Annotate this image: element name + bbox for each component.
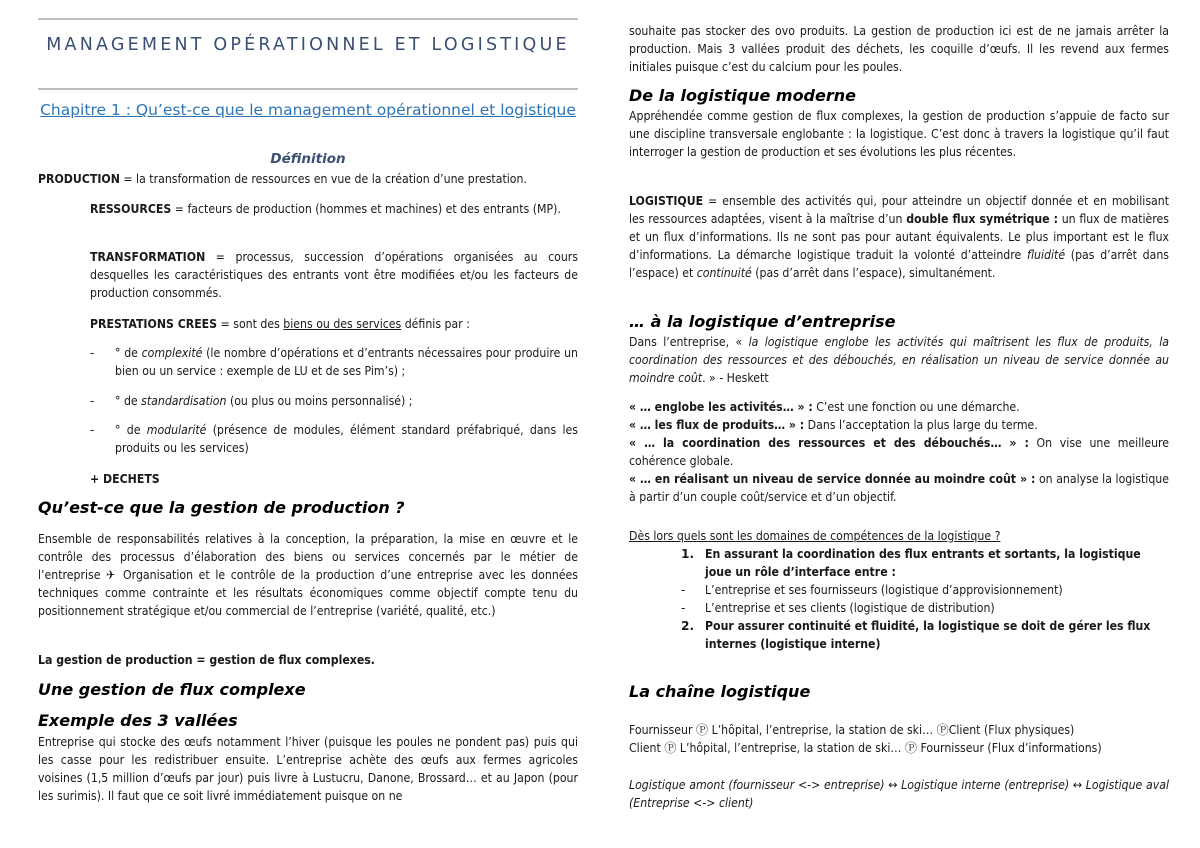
moderne-text: Appréhendée comme gestion de flux complexes, la gestion de production s’appuie de facto sur une discipline transversale englobante : la logistique. C’est donc à travers la logistique qu’il faut interroger la gestion de production et ses évolutions les plus récentes. [629, 109, 1169, 159]
chapter-heading: Chapitre 1 : Qu’est-ce que le management opérationnel et logistique [40, 101, 576, 119]
sub1-text: L’entreprise et ses fournisseurs (logistique d’approvisionnement) [705, 583, 1063, 597]
item1-text: En assurant la coordination des flux entrants et sortants, la logistique joue un rôle d’interface entre : [705, 547, 1141, 579]
bullet-complexite: ° de complexité (le nombre d’opérations et d’entrants nécessaires pour produire un bien ou un service : exemple de LU et de ses Pim’s) ; [115, 346, 578, 378]
vallees-continued: souhaite pas stocker des ovo produits. La gestion de production ici est de ne jamais arrêter la production. Mais 3 vallées produit des déchets, les coquille d’œufs. Il les revend aux fermes initiales puisque c’est du calcium pour les poules. [629, 24, 1169, 74]
transformation-definition: TRANSFORMATION = processus, succession d’opérations organisées au cours desquelles les caractéristiques des entrants vont être modifiées et/ou les facteurs de production consommés. [90, 250, 578, 300]
quote-analysis: « … englobe les activités… » : C’est une fonction ou une démarche. « … les flux de produits… » : Dans l’acceptation la plus large du terme. « … la coordination des ressources et des débouchés… » : On vise une meilleure cohérence globale. « … en réalisant un niveau de service donnée au moindre coût » : on analyse la logistique à partir d’un couple coût/service et d’un objectif. [629, 400, 1170, 504]
bullet-dash: - [90, 423, 95, 437]
chaine-physique: Fournisseur Ⓟ L’hôpital, l’entreprise, la station de ski… ⓅClient (Flux physiques) [629, 723, 1075, 737]
definition-heading: Définition [270, 151, 346, 167]
title-rule [38, 88, 578, 90]
heading-3-vallees: Exemple des 3 vallées [38, 711, 238, 730]
heading-gestion-production: Qu’est-ce que la gestion de production ? [38, 498, 405, 517]
top-rule [38, 18, 578, 20]
item1-number: 1. [681, 547, 695, 561]
sub-dash: - [681, 601, 686, 615]
sub-dash: - [681, 583, 686, 597]
page-title: MANAGEMENT OPÉRATIONNEL ET LOGISTIQUE [46, 35, 570, 55]
sub2-text: L’entreprise et ses clients (logistique de distribution) [705, 601, 995, 615]
bullet-dash: - [90, 346, 95, 360]
bullet-dash: - [90, 394, 95, 408]
gestion-production-text: Ensemble de responsabilités relatives à la conception, la préparation, la mise en œuvre et le contrôle des processus d’élaboration des biens ou services concernés par le métier de l’entreprise ✈ Organisation et le contrôle de la production d’une entreprise avec les données techniques comme contrainte et les résultats économiques comme objectif compte tenu du positionnement stratégique et/ou commercial de l’entreprise (variété, qualité, etc.) [38, 532, 578, 618]
heading-chaine-logistique: La chaîne logistique [629, 682, 811, 701]
bullet-standardisation: ° de standardisation (ou plus ou moins personnalisé) ; [115, 394, 413, 408]
prestations-definition: PRESTATIONS CREES = sont des biens ou des services définis par : [90, 317, 470, 331]
heading-logistique-entreprise: … à la logistique d’entreprise [629, 312, 896, 331]
domaines-question: Dès lors quels sont les domaines de compétences de la logistique ? [629, 529, 1001, 543]
item2-number: 2. [681, 619, 695, 633]
vallees-text: Entreprise qui stocke des œufs notamment l’hiver (puisque les poules ne pondent pas) puis qui les casse pour les redistribuer ensuite. L’entreprise achète des œufs aux fermes agricoles voisines (1,5 million d’œufs par jour) puis livre à Lustucru, Danone, Brossard… et au Japon (pour les surimis). Il faut que ce soit livré immédiatement puisque on ne [38, 735, 578, 803]
heading-gestion-flux: Une gestion de flux complexe [38, 680, 306, 699]
amont-aval: Logistique amont (fournisseur <-> entreprise) ↔ Logistique interne (entreprise) ↔ Logistique aval (Entreprise <-> client) [629, 778, 1169, 810]
bullet-modularite: ° de modularité (présence de modules, élément standard préfabriqué, dans les produits ou les services) [115, 423, 578, 455]
ressources-definition: RESSOURCES = facteurs de production (hommes et machines) et des entrants (MP). [90, 202, 561, 216]
item2-text: Pour assurer continuité et fluidité, la logistique se doit de gérer les flux internes (logistique interne) [705, 619, 1151, 651]
dechets: + DECHETS [90, 472, 160, 486]
gestion-flux-statement: La gestion de production = gestion de flux complexes. [38, 653, 375, 667]
heskett-quote: Dans l’entreprise, « la logistique englobe les activités qui maîtrisent les flux de produits, la coordination des ressources et des débouchés, en réalisation un niveau de service donnée au moindre coût. » - Heskett [629, 335, 1169, 385]
chaine-information: Client Ⓟ L’hôpital, l’entreprise, la station de ski… Ⓟ Fournisseur (Flux d’informations) [629, 741, 1102, 755]
production-definition: PRODUCTION = la transformation de ressources en vue de la création d’une prestation. [38, 172, 527, 186]
heading-logistique-moderne: De la logistique moderne [629, 86, 856, 105]
logistique-definition: LOGISTIQUE = ensemble des activités qui, pour atteindre un objectif donnée et en mobilisant les ressources adaptées, visent à la maîtrise d’un double flux symétrique : un flux de matières et un flux d’informations. Ils ne sont pas pour autant équivalents. Le plus important est le flux d’informations. La démarche logistique traduit la volonté d’atteindre fluidité (pas d’arrêt dans l’espace) et continuité (pas d’arrêt dans l’espace), simultanément. [629, 194, 1169, 280]
